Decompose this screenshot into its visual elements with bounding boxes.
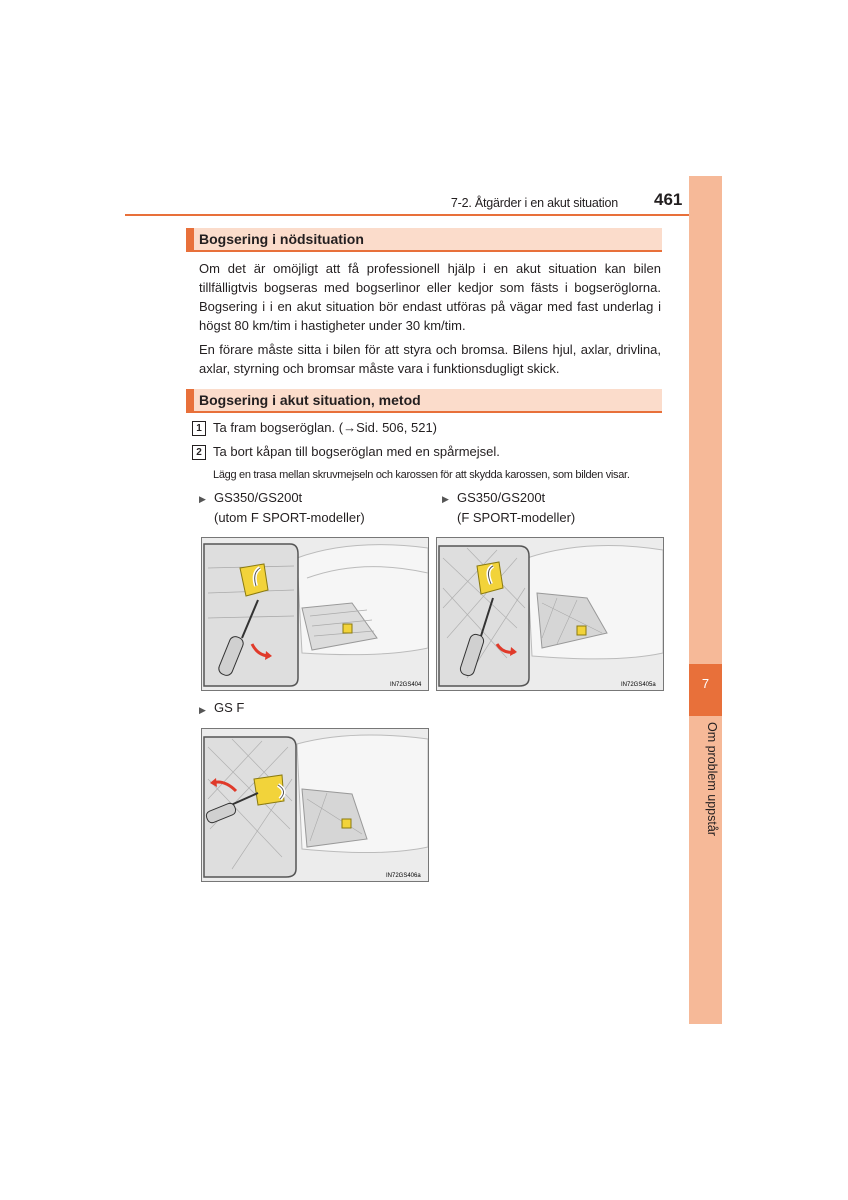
- page-number: 461: [654, 190, 683, 209]
- step-text: Ta bort kåpan till bogseröglan med en spårmejsel.: [213, 444, 500, 459]
- bullet-triangle-icon: ▶: [442, 494, 449, 504]
- figure-gs350-fsport: [436, 537, 664, 691]
- figure-gsf: [201, 728, 429, 882]
- figure-code: IN72GS405a: [621, 682, 656, 688]
- header-rule: [125, 214, 689, 216]
- header-section-title: 7-2. Åtgärder i en akut situation: [450, 196, 618, 210]
- model-line: (utom F SPORT-modeller): [214, 510, 365, 525]
- model-line: GS350/GS200t: [457, 490, 546, 505]
- step-text: Ta fram bogseröglan. (→Sid. 506, 521): [213, 420, 438, 435]
- paragraph-intro: Om det är omöjligt att få professionell hjälp i en akut situation kan bilen tillfälligtvis bogseras med bogserlinor eller kedjor som fästs i bogseröglorna. Bogsering i i en akut situation bör endast utföras på vägar med fast underlag i högst 80 km/tim i hastigheter under 30 km/tim.: [199, 261, 661, 333]
- section-header-emergency-towing: [186, 228, 662, 252]
- chapter-title: Om problem uppstår: [705, 722, 719, 836]
- section-title: Bogsering i nödsituation: [199, 231, 364, 247]
- model-label: [214, 698, 244, 718]
- figure-code: IN72GS406a: [386, 873, 421, 879]
- chapter-number: 7: [701, 676, 710, 691]
- model-label: [457, 488, 575, 528]
- model-line: (F SPORT-modeller): [457, 510, 576, 525]
- bullet-triangle-icon: ▶: [199, 494, 206, 504]
- bullet-triangle-icon: ▶: [199, 705, 206, 715]
- model-line: GS F: [214, 700, 245, 715]
- model-line: GS350/GS200t: [214, 490, 303, 505]
- model-label: [214, 488, 365, 528]
- step-number-box: 2: [192, 445, 206, 460]
- side-tab-strip: [689, 176, 722, 1024]
- paragraph-driver: En förare måste sitta i bilen för att styra och bromsa. Bilens hjul, axlar, drivlina, axlar, styrning och bromsar måste vara i funktionsdugligt skick.: [199, 342, 661, 376]
- section-title: Bogsering i akut situation, metod: [199, 392, 421, 408]
- figure-code: IN72GS404: [390, 682, 422, 688]
- section-header-towing-method: [186, 389, 662, 413]
- step-note: Lägg en trasa mellan skruvmejseln och karossen för att skydda karossen, som bilden visar.: [213, 469, 630, 481]
- step-number-box: 1: [192, 421, 206, 436]
- figure-gs350-standard: [201, 537, 429, 691]
